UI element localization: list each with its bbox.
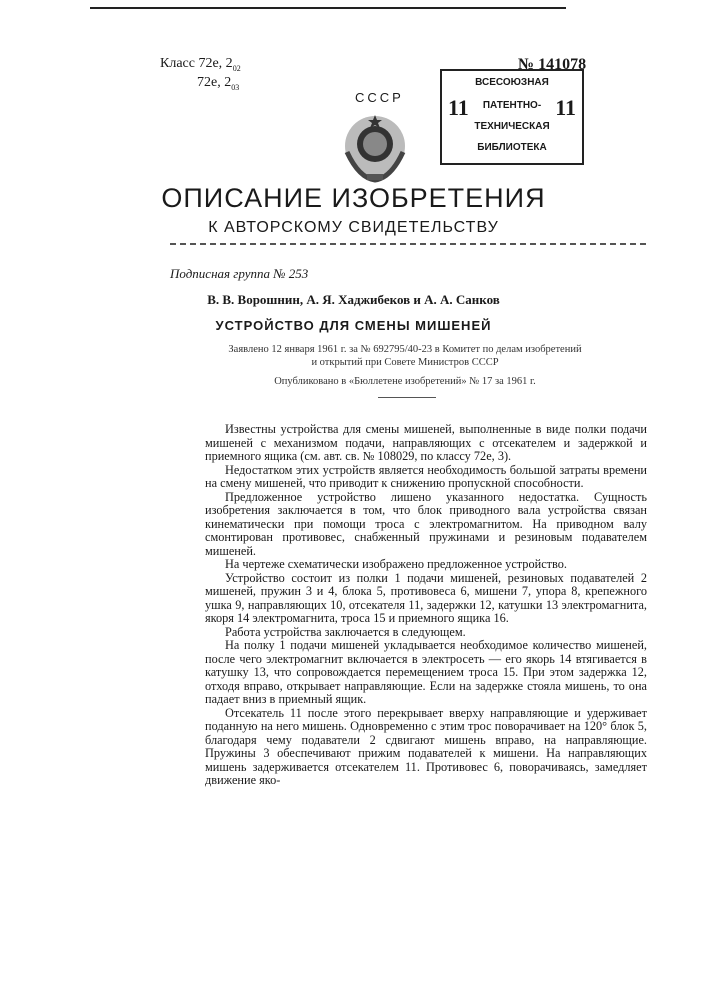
paragraph: На полку 1 подачи мишеней укладывается необходимое количество мишеней, после чего электромагнит включается в электросеть — его якорь 14 втягивается в катушку 13, что сопровождается перемещением троса 15. При этом задержка 12, отходя вправо, открывает направляющие. Если на задержке стояла мишень, то она падает вниз в приемный ящик. xyxy=(205,639,647,707)
patent-number: № 141078 xyxy=(518,56,586,74)
stamp-line-3: ТЕХНИЧЕСКАЯ xyxy=(442,121,582,132)
filing-line-1: Заявлено 12 января 1961 г. за № 692795/40-23 в Комитет по делам изобретений xyxy=(0,343,707,356)
paragraph: Отсекатель 11 после этого перекрывает вверху направляющие и удерживает поданную на него мишень. Одновременно с этим трос поворачивает на 120° блок 5, благодаря чему подаватели 2 сдвигают мишень вправо, на направляющие. Пружины 3 обеспечивают прижим подавателей к мишени. На направляющих мишень задерживается отсекателем 11. Противовес 6, поворачиваясь, замедляет движение яко- xyxy=(205,707,647,788)
paragraph: Известны устройства для смены мишеней, выполненные в виде полки подачи мишеней с механизмом подачи, направляющих с отсекателем и задержкой и приемного ящика (см. авт. св. № 108029, по классу 72е, 3). xyxy=(205,423,647,464)
filing-line-2: и открытий при Совете Министров СССР xyxy=(0,356,707,369)
paragraph: Предложенное устройство лишено указанного недостатка. Сущность изобретения заключается в том, что блок приводного вала устройства связан кинематически при помощи троса с электромагнитом. На приводном валу смонтирован противовес, снабженный пружинами и резиновым подавателем мишеней. xyxy=(205,491,647,559)
class-line-1: Класс 72е, 2 xyxy=(160,56,233,71)
country-label: СССР xyxy=(355,90,404,105)
top-rule xyxy=(90,7,566,9)
stamp-line-2: ПАТЕНТНО- xyxy=(442,100,582,111)
class-sub-2: 03 xyxy=(231,83,239,92)
document-title: ОПИСАНИЕ ИЗОБРЕТЕНИЯ xyxy=(0,183,707,214)
class-sub-1: 02 xyxy=(233,64,241,73)
patent-page xyxy=(0,0,707,1000)
paragraph: Устройство состоит из полки 1 подачи мишеней, резиновых подавателей 2 мишеней, пружин 3 и 4, блока 5, противовеса 6, мишени 7, упора 8, крепежного ушка 9, направляющих 10, отсекателя 11, задержки 12, катушки 13 электромагнита, якоря 14 электромагнита, троса 15 и приемного ящика 16. xyxy=(205,572,647,626)
publication-info: Опубликовано в «Бюллетене изобретений» № 17 за 1961 г. xyxy=(0,376,707,387)
library-stamp xyxy=(440,69,584,165)
invention-title: УСТРОЙСТВО ДЛЯ СМЕНЫ МИШЕНЕЙ xyxy=(0,318,707,333)
stamp-number-left: 11 xyxy=(448,95,469,121)
body-text xyxy=(205,423,647,788)
patent-class xyxy=(160,57,241,95)
stamp-number-right: 11 xyxy=(555,95,576,121)
subscription-group: Подписная группа № 253 xyxy=(170,266,308,282)
authors: В. В. Ворошнин, А. Я. Хаджибеков и А. А. Санков xyxy=(0,292,707,308)
paragraph: Работа устройства заключается в следующем. xyxy=(205,626,647,640)
filing-info xyxy=(0,343,707,369)
stamp-line-1: ВСЕСОЮЗНАЯ xyxy=(442,77,582,88)
paragraph: На чертеже схематически изображено предложенное устройство. xyxy=(205,558,647,572)
ussr-emblem-icon xyxy=(339,112,411,184)
document-subtitle: К АВТОРСКОМУ СВИДЕТЕЛЬСТВУ xyxy=(0,219,707,237)
stamp-line-4: БИБЛИОТЕКА xyxy=(442,142,582,153)
class-line-2: 72е, 2 xyxy=(197,75,231,90)
divider xyxy=(170,243,646,245)
paragraph: Недостатком этих устройств является необходимость большой затраты времени на смену мишеней, что приводит к снижению пропускной способности. xyxy=(205,464,647,491)
short-divider xyxy=(378,397,436,398)
